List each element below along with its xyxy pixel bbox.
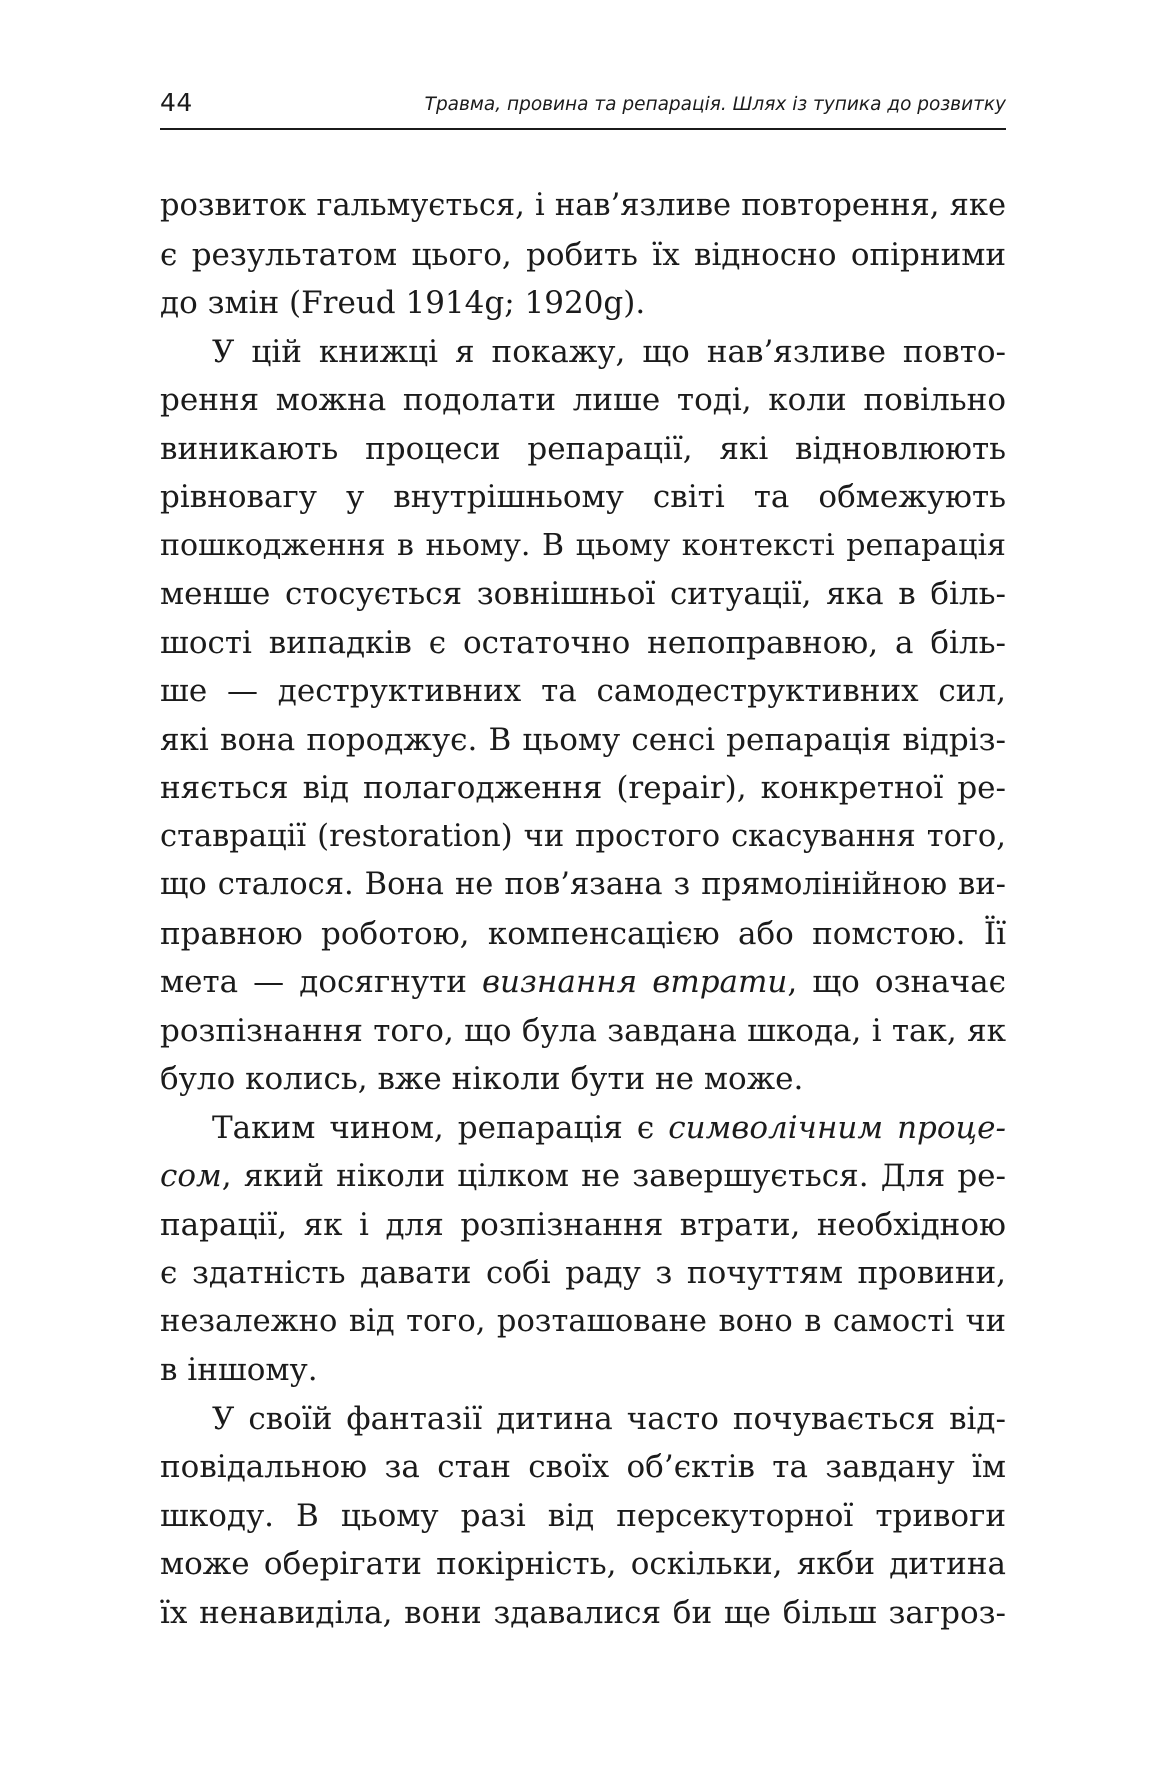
text-line: ше — деструктивних та самодеструктивних сил, bbox=[160, 673, 1006, 709]
text-line: до змін (Freud 1914g; 1920g). bbox=[160, 285, 646, 321]
text-line: У цій книжці я покажу, що нав’язливе повто- bbox=[212, 333, 1006, 370]
text-line: розпізнання того, що була завдана шкода, і так, як bbox=[160, 1012, 1006, 1049]
text-line: які вона породжує. В цьому сенсі репарація відріз- bbox=[160, 721, 1006, 758]
emphasis-text: сом bbox=[160, 1158, 222, 1194]
text-run: , що означає bbox=[787, 964, 1006, 1000]
text-line: шості випадків є остаточно непоправною, а біль- bbox=[160, 624, 1006, 661]
text-line: є результатом цього, робить їх відносно опірними bbox=[160, 236, 1006, 273]
emphasis-text: визнання втрати bbox=[482, 964, 788, 1000]
text-line: розвиток гальмується, і нав’язливе повторення, яке bbox=[160, 188, 1006, 223]
text-line: повідальною за стан своїх об’єктів та завдану їм bbox=[160, 1449, 1006, 1485]
page-number: 44 bbox=[160, 88, 193, 117]
text-line bbox=[160, 1152, 1006, 1201]
text-line: ставрації (restoration) чи простого скасування того, bbox=[160, 818, 1006, 854]
text-line: У своїй фантазії дитина часто почувається від- bbox=[212, 1400, 1006, 1437]
text-line: було колись, вже ніколи бути не може. bbox=[160, 1061, 804, 1097]
text-line: що сталося. Вона не пов’язана з прямолінійною ви- bbox=[160, 867, 1006, 902]
emphasis-text: символічним проце- bbox=[668, 1109, 1006, 1146]
running-header bbox=[160, 88, 1006, 130]
text-line: рівновагу у внутрішньому світі та обмежують bbox=[160, 479, 1006, 515]
text-line: рення можна подолати лише тоді, коли повільно bbox=[160, 382, 1006, 418]
running-title: Травма, провина та репарація. Шлях із тупика до розвитку bbox=[424, 94, 1006, 115]
text-run: мета — досягнути bbox=[160, 964, 482, 1000]
text-line: парації, як і для розпізнання втрати, необхідною bbox=[160, 1206, 1006, 1243]
text-line: менше стосується зовнішньої ситуації, яка в біль- bbox=[160, 576, 1006, 612]
text-line bbox=[160, 958, 1006, 1007]
text-line: їх ненавиділа, вони здавалися би ще більш загроз- bbox=[160, 1594, 1006, 1631]
text-line: є здатність давати собі раду з почуттям провини, bbox=[160, 1255, 1006, 1291]
text-line: няється від полагодження (repair), конкретної ре- bbox=[160, 770, 1006, 806]
text-line: пошкодження в ньому. В цьому контексті репарація bbox=[160, 527, 1006, 563]
text-line: може оберігати покірність, оскільки, якби дитина bbox=[160, 1546, 1006, 1582]
text-line: правною роботою, компенсацією або помстою. Її bbox=[160, 915, 1006, 952]
text-line: в іншому. bbox=[160, 1352, 318, 1388]
body-text bbox=[160, 182, 1006, 1637]
text-run: Таким чином, репарація є bbox=[212, 1109, 669, 1146]
text-run: , який ніколи цілком не завершується. Для ре- bbox=[221, 1158, 1006, 1194]
text-line: шкоду. В цьому разі від персекуторної тривоги bbox=[160, 1497, 1006, 1534]
text-line: незалежно від того, розташоване воно в самості чи bbox=[160, 1303, 1006, 1339]
text-line: виникають процеси репарації, які відновлюють bbox=[160, 430, 1006, 467]
text-line bbox=[160, 1104, 1006, 1153]
